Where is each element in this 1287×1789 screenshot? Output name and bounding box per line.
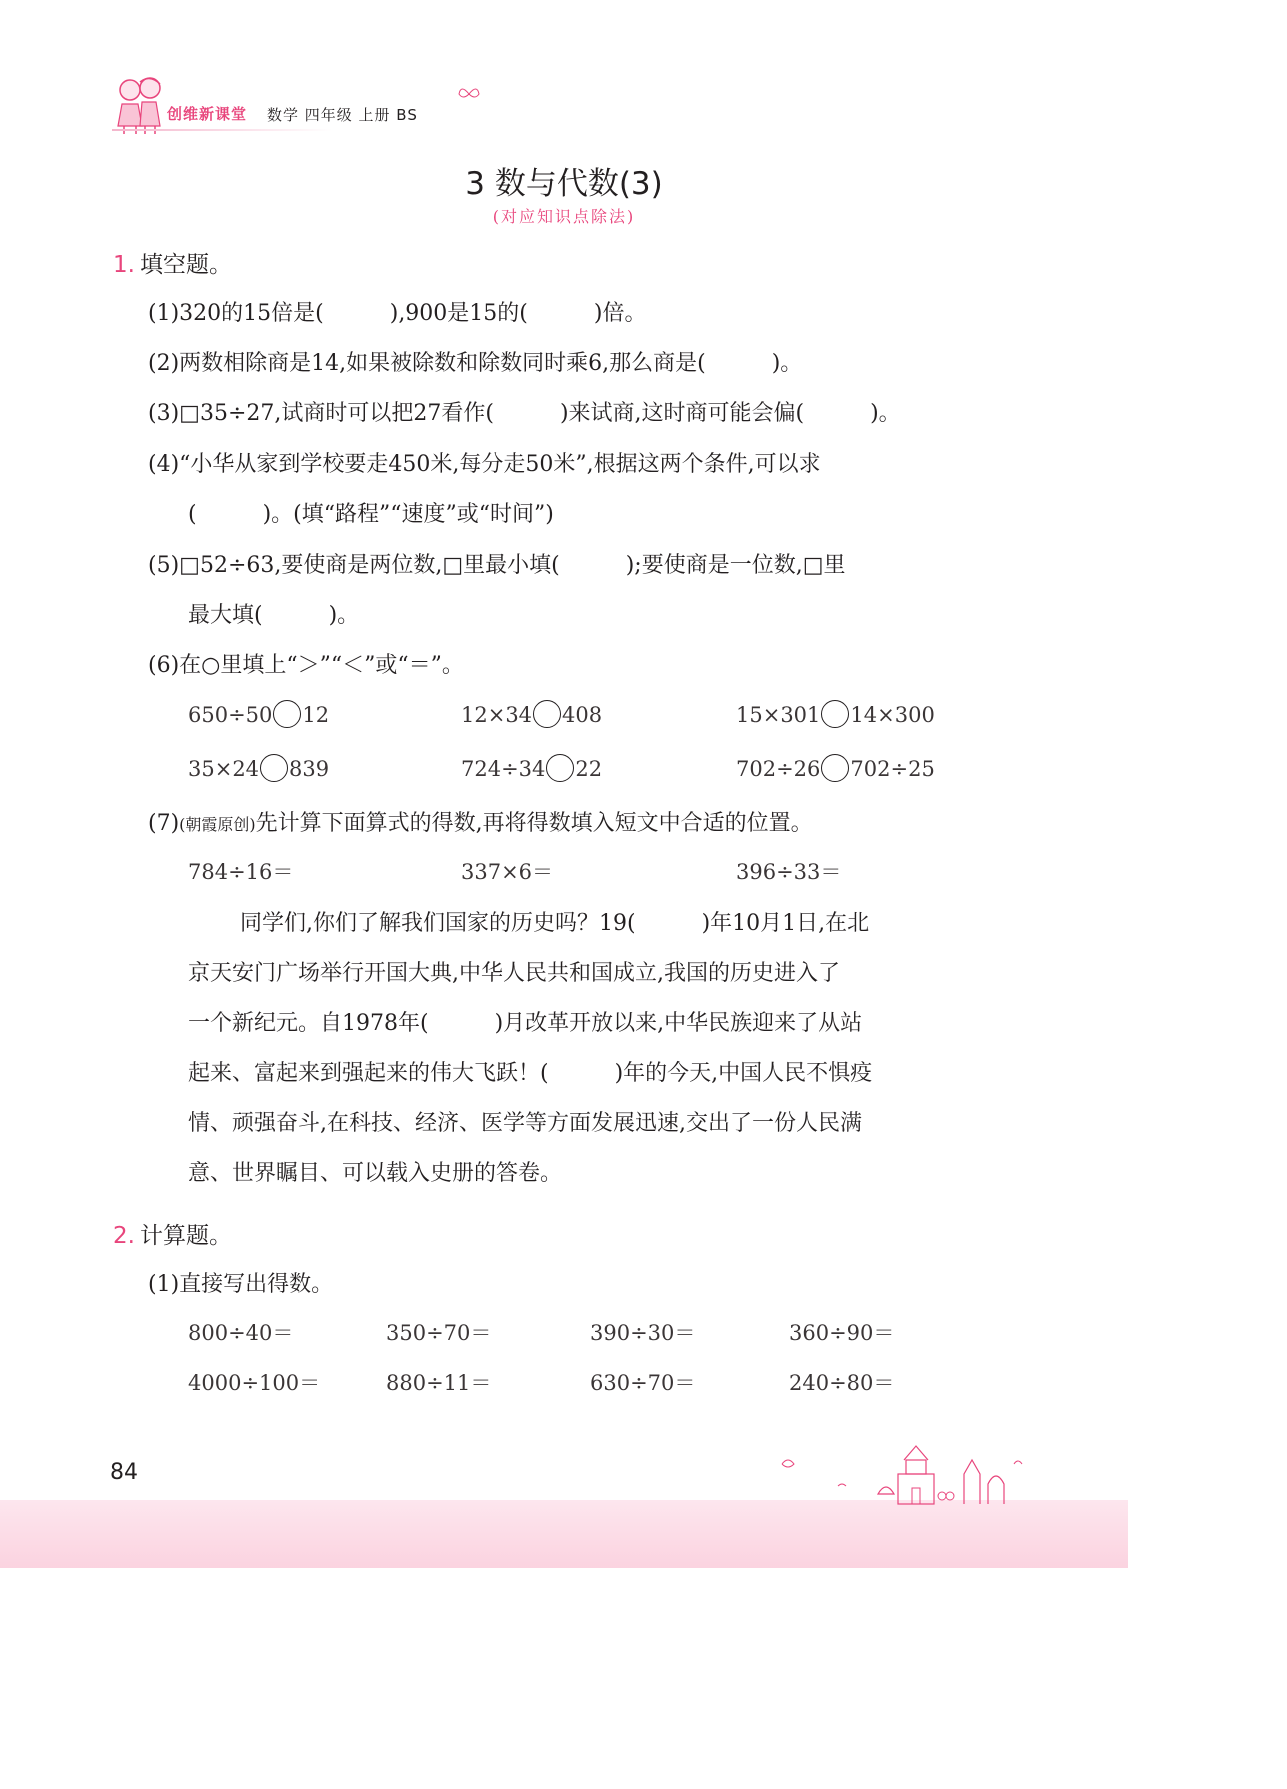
footer-band <box>0 1500 1128 1568</box>
compare-item <box>461 700 602 728</box>
calc-expression: 880÷11＝ <box>386 1371 492 1395</box>
answer-circle[interactable] <box>821 700 849 728</box>
question-1-2: (2)两数相除商是14,如果被除数和除数同时乘6,那么商是( )。 <box>148 351 803 376</box>
q7-expression: 337×6＝ <box>461 860 554 884</box>
compare-item <box>736 700 935 728</box>
section2-number: 2. <box>113 1223 135 1249</box>
question-1-6: (6)在○里填上“＞”“＜”或“＝”。 <box>148 653 464 678</box>
compare-left: 650÷50 <box>188 703 273 727</box>
section1-heading <box>113 246 232 279</box>
calc-expression: 360÷90＝ <box>789 1321 895 1345</box>
page-number: 84 <box>110 1460 138 1485</box>
answer-circle[interactable] <box>533 700 561 728</box>
calc-expression: 4000÷100＝ <box>188 1371 321 1395</box>
section1-title: 填空题。 <box>140 252 233 278</box>
question-1-4-line2: ( )。(填“路程”“速度”或“时间”) <box>188 502 554 527</box>
compare-right: 14×300 <box>850 703 935 727</box>
compare-item <box>188 700 329 728</box>
compare-left: 12×34 <box>461 703 533 727</box>
compare-left: 702÷26 <box>736 757 821 781</box>
page-subtitle: (对应知识点除法) <box>492 207 636 226</box>
compare-left: 724÷34 <box>461 757 546 781</box>
compare-left: 35×24 <box>188 757 260 781</box>
compare-right: 22 <box>575 757 603 781</box>
question-1-3: (3)□35÷27,试商时可以把27看作( )来试商,这时商可能会偏( )。 <box>148 401 901 426</box>
passage-line: 京天安门广场举行开国大典,中华人民共和国成立,我国的历史进入了 <box>188 961 840 986</box>
section2-title: 计算题。 <box>140 1223 233 1249</box>
header-brand: 创维新课堂 <box>167 105 248 123</box>
answer-circle[interactable] <box>821 754 849 782</box>
butterfly-icon <box>458 86 480 102</box>
calc-expression: 630÷70＝ <box>590 1371 696 1395</box>
question-2-1: (1)直接写出得数。 <box>148 1272 334 1297</box>
passage-line: 意、世界瞩目、可以载入史册的答卷。 <box>188 1161 563 1186</box>
question-1-7-text: 先计算下面算式的得数,再将得数填入短文中合适的位置。 <box>255 811 813 836</box>
kids-illustration <box>112 74 168 136</box>
compare-right: 408 <box>562 703 603 727</box>
question-1-5-line2: 最大填( )。 <box>188 603 360 628</box>
question-1-7-prefix: (7) <box>148 811 180 836</box>
calc-expression: 240÷80＝ <box>789 1371 895 1395</box>
passage-line: 起来、富起来到强起来的伟大飞跃！( )年的今天,中国人民不惧疫 <box>188 1061 873 1086</box>
passage-line: 一个新纪元。自1978年( )月改革开放以来,中华民族迎来了从站 <box>188 1011 863 1036</box>
question-1-5-line1: (5)□52÷63,要使商是两位数,□里最小填( );要使商是一位数,□里 <box>148 553 846 578</box>
compare-right: 839 <box>289 757 330 781</box>
header-book-info: 数学 四年级 上册 BS <box>267 106 418 124</box>
passage-line: 同学们,你们了解我们国家的历史吗？19( )年10月1日,在北 <box>240 911 870 936</box>
section2-heading <box>113 1217 232 1250</box>
question-1-4-line1: (4)“小华从家到学校要走450米,每分走50米”,根据这两个条件,可以求 <box>148 452 821 477</box>
question-1-1: (1)320的15倍是( ),900是15的( )倍。 <box>148 301 647 326</box>
q7-expression: 396÷33＝ <box>736 860 842 884</box>
answer-circle[interactable] <box>273 700 301 728</box>
section1-number: 1. <box>113 252 135 278</box>
compare-item <box>736 754 935 782</box>
answer-circle[interactable] <box>260 754 288 782</box>
answer-circle[interactable] <box>546 754 574 782</box>
question-1-7 <box>148 806 813 837</box>
q7-expression: 784÷16＝ <box>188 860 294 884</box>
original-tag: (朝霞原创) <box>179 815 256 834</box>
calc-expression: 800÷40＝ <box>188 1321 294 1345</box>
compare-right: 12 <box>302 703 330 727</box>
compare-item <box>188 754 329 782</box>
calc-expression: 350÷70＝ <box>386 1321 492 1345</box>
compare-right: 702÷25 <box>850 757 935 781</box>
compare-left: 15×301 <box>736 703 821 727</box>
page-title: 3 数与代数(3) <box>465 166 663 202</box>
header-divider <box>112 129 332 131</box>
passage-line: 情、顽强奋斗,在科技、经济、医学等方面发展迅速,交出了一份人民满 <box>188 1111 862 1136</box>
calc-expression: 390÷30＝ <box>590 1321 696 1345</box>
compare-item <box>461 754 602 782</box>
castle-illustration <box>778 1444 1028 1506</box>
